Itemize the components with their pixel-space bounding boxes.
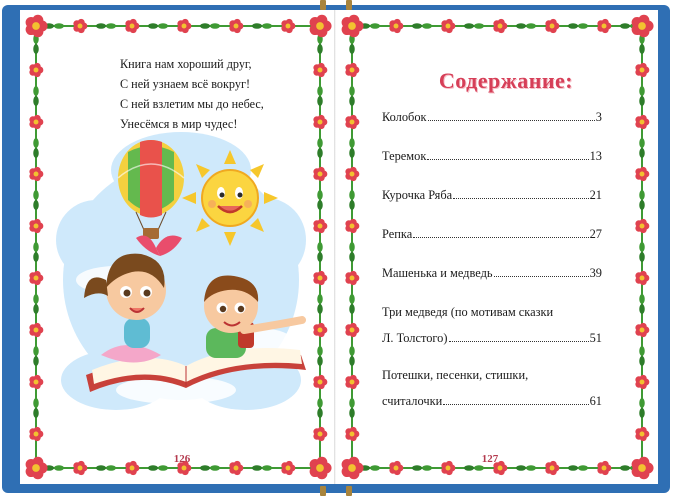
flower-icon <box>29 323 43 337</box>
flower-icon <box>342 15 364 38</box>
flower-icon <box>635 219 649 233</box>
flower-icon <box>597 461 611 475</box>
toc-entry-page: 51 <box>589 331 602 345</box>
leaf-icon <box>349 190 355 210</box>
flower-icon <box>345 219 359 233</box>
leaf-icon <box>317 294 323 314</box>
flower-icon <box>26 457 48 480</box>
leaf-icon <box>349 346 355 366</box>
leaf-icon <box>317 138 323 158</box>
leaf-icon <box>568 23 588 29</box>
toc-entry[interactable] <box>382 264 602 283</box>
flower-icon <box>29 219 43 233</box>
flower-icon <box>313 323 327 337</box>
flower-icon <box>597 19 611 33</box>
page-number: 127 <box>481 453 499 465</box>
toc-entry-title: Потешки, песенки, стишки, <box>382 368 529 382</box>
flower-icon <box>29 271 43 285</box>
poem-line: Книга нам хороший друг, <box>120 57 252 71</box>
flower-icon <box>389 19 403 33</box>
flower-icon <box>281 19 295 33</box>
toc-leader-dots <box>449 340 589 342</box>
leaf-icon <box>148 23 168 29</box>
flower-icon <box>635 271 649 285</box>
flower-icon <box>545 461 559 475</box>
toc-line <box>382 264 602 283</box>
toc-entry-title: Машенька и медведь <box>382 266 493 280</box>
leaf-icon <box>33 190 39 210</box>
flower-icon <box>345 427 359 441</box>
leaf-icon <box>639 242 645 262</box>
flower-icon <box>342 457 364 480</box>
poem <box>120 54 310 134</box>
toc-entry-title: Репка <box>382 227 413 241</box>
toc-leader-dots <box>413 236 588 238</box>
toc-leader-dots <box>443 403 588 405</box>
flower-icon <box>313 115 327 129</box>
right-page <box>336 10 658 484</box>
toc-entry-title: Курочка Ряба <box>382 188 453 202</box>
toc-entry-page: 13 <box>589 149 602 163</box>
leaf-icon <box>639 138 645 158</box>
toc-entry[interactable] <box>382 108 602 127</box>
flower-icon <box>635 427 649 441</box>
flower-icon <box>635 323 649 337</box>
flower-icon <box>635 167 649 181</box>
leaf-icon <box>568 465 588 471</box>
toc-entry[interactable] <box>382 147 602 166</box>
toc-line <box>382 303 602 322</box>
toc-entry[interactable] <box>382 366 602 411</box>
leaf-icon <box>33 138 39 158</box>
leaf-icon <box>33 294 39 314</box>
toc-leader-dots <box>494 275 589 277</box>
flower-icon <box>313 427 327 441</box>
flower-icon <box>310 15 332 38</box>
poem-line: Унесёмся в мир чудес! <box>120 117 238 131</box>
flower-icon <box>313 271 327 285</box>
leaf-icon <box>148 465 168 471</box>
toc-line <box>382 108 602 127</box>
leaf-icon <box>412 23 432 29</box>
leaf-icon <box>317 398 323 418</box>
toc-line <box>382 147 602 166</box>
flower-icon <box>229 461 243 475</box>
page-number: 126 <box>173 453 191 465</box>
leaf-icon <box>639 398 645 418</box>
leaf-icon <box>639 346 645 366</box>
flower-icon <box>73 19 87 33</box>
leaf-icon <box>317 190 323 210</box>
flower-icon <box>229 19 243 33</box>
flower-icon <box>29 375 43 389</box>
leaf-icon <box>516 465 536 471</box>
toc-entry[interactable] <box>382 225 602 244</box>
flower-icon <box>632 15 654 38</box>
flower-icon <box>313 375 327 389</box>
leaf-icon <box>639 190 645 210</box>
leaf-icon <box>464 23 484 29</box>
flower-icon <box>29 167 43 181</box>
flower-icon <box>26 15 48 38</box>
flower-icon <box>441 19 455 33</box>
flower-icon <box>281 461 295 475</box>
flower-icon <box>345 167 359 181</box>
flower-icon <box>635 375 649 389</box>
toc-entry-page: 3 <box>595 110 602 124</box>
toc-entry-page: 39 <box>589 266 602 280</box>
leaf-icon <box>252 23 272 29</box>
flower-icon <box>441 461 455 475</box>
flower-icon <box>29 63 43 77</box>
leaf-icon <box>516 23 536 29</box>
toc-entry[interactable] <box>382 303 602 348</box>
leaf-icon <box>33 346 39 366</box>
leaf-icon <box>33 86 39 106</box>
flower-icon <box>313 167 327 181</box>
leaf-icon <box>349 398 355 418</box>
leaf-icon <box>349 242 355 262</box>
flower-icon <box>493 19 507 33</box>
flower-icon <box>313 219 327 233</box>
spine-tab <box>320 486 326 496</box>
poem-line: С ней взлетим мы до небес, <box>120 97 264 111</box>
leaf-icon <box>317 242 323 262</box>
left-page <box>20 10 336 484</box>
toc-entry-title: считалочки <box>382 394 443 408</box>
toc-entry[interactable] <box>382 186 602 205</box>
leaf-icon <box>317 86 323 106</box>
flower-icon <box>632 457 654 480</box>
flower-icon <box>310 457 332 480</box>
flower-icon <box>29 115 43 129</box>
toc-entry-page: 61 <box>589 394 602 408</box>
flower-icon <box>345 115 359 129</box>
toc-entry-page: 21 <box>589 188 602 202</box>
toc-entry-title: Три медведя (по мотивам сказки <box>382 305 554 319</box>
toc-leader-dots <box>428 119 595 121</box>
leaf-icon <box>200 23 220 29</box>
contents-title: Содержание: <box>438 68 574 93</box>
leaf-icon <box>639 294 645 314</box>
leaf-icon <box>252 465 272 471</box>
flower-icon <box>545 19 559 33</box>
flower-icon <box>345 323 359 337</box>
toc-line <box>382 225 602 244</box>
spine-tab <box>346 486 352 496</box>
toc-leader-dots <box>453 197 588 199</box>
toc-entry-page: 27 <box>589 227 602 241</box>
toc-line <box>382 186 602 205</box>
flower-icon <box>345 271 359 285</box>
flower-icon <box>29 427 43 441</box>
leaf-icon <box>349 294 355 314</box>
leaf-icon <box>96 465 116 471</box>
toc-line <box>382 366 602 385</box>
poem-line: С ней узнаем всё вокруг! <box>120 77 251 91</box>
spine-tab <box>346 0 352 10</box>
toc-leader-dots <box>427 158 588 160</box>
toc-line <box>382 329 602 348</box>
toc-entry-title: Колобок <box>382 110 427 124</box>
leaf-icon <box>96 23 116 29</box>
flower-icon <box>177 19 191 33</box>
toc-entry-title: Теремок <box>382 149 427 163</box>
flower-icon <box>389 461 403 475</box>
flower-icon <box>125 19 139 33</box>
flower-icon <box>345 375 359 389</box>
toc-line <box>382 392 602 411</box>
children-on-book-illustration <box>56 130 306 420</box>
leaf-icon <box>33 242 39 262</box>
spine-tab <box>320 0 326 10</box>
toc-entry-title: Л. Толстого) <box>382 331 448 345</box>
flower-icon <box>635 115 649 129</box>
leaf-icon <box>412 465 432 471</box>
flower-icon <box>345 63 359 77</box>
flower-icon <box>635 63 649 77</box>
leaf-icon <box>200 465 220 471</box>
leaf-icon <box>639 86 645 106</box>
flower-icon <box>313 63 327 77</box>
leaf-icon <box>349 86 355 106</box>
leaf-icon <box>33 398 39 418</box>
leaf-icon <box>349 138 355 158</box>
flower-icon <box>125 461 139 475</box>
flower-icon <box>73 461 87 475</box>
leaf-icon <box>317 346 323 366</box>
